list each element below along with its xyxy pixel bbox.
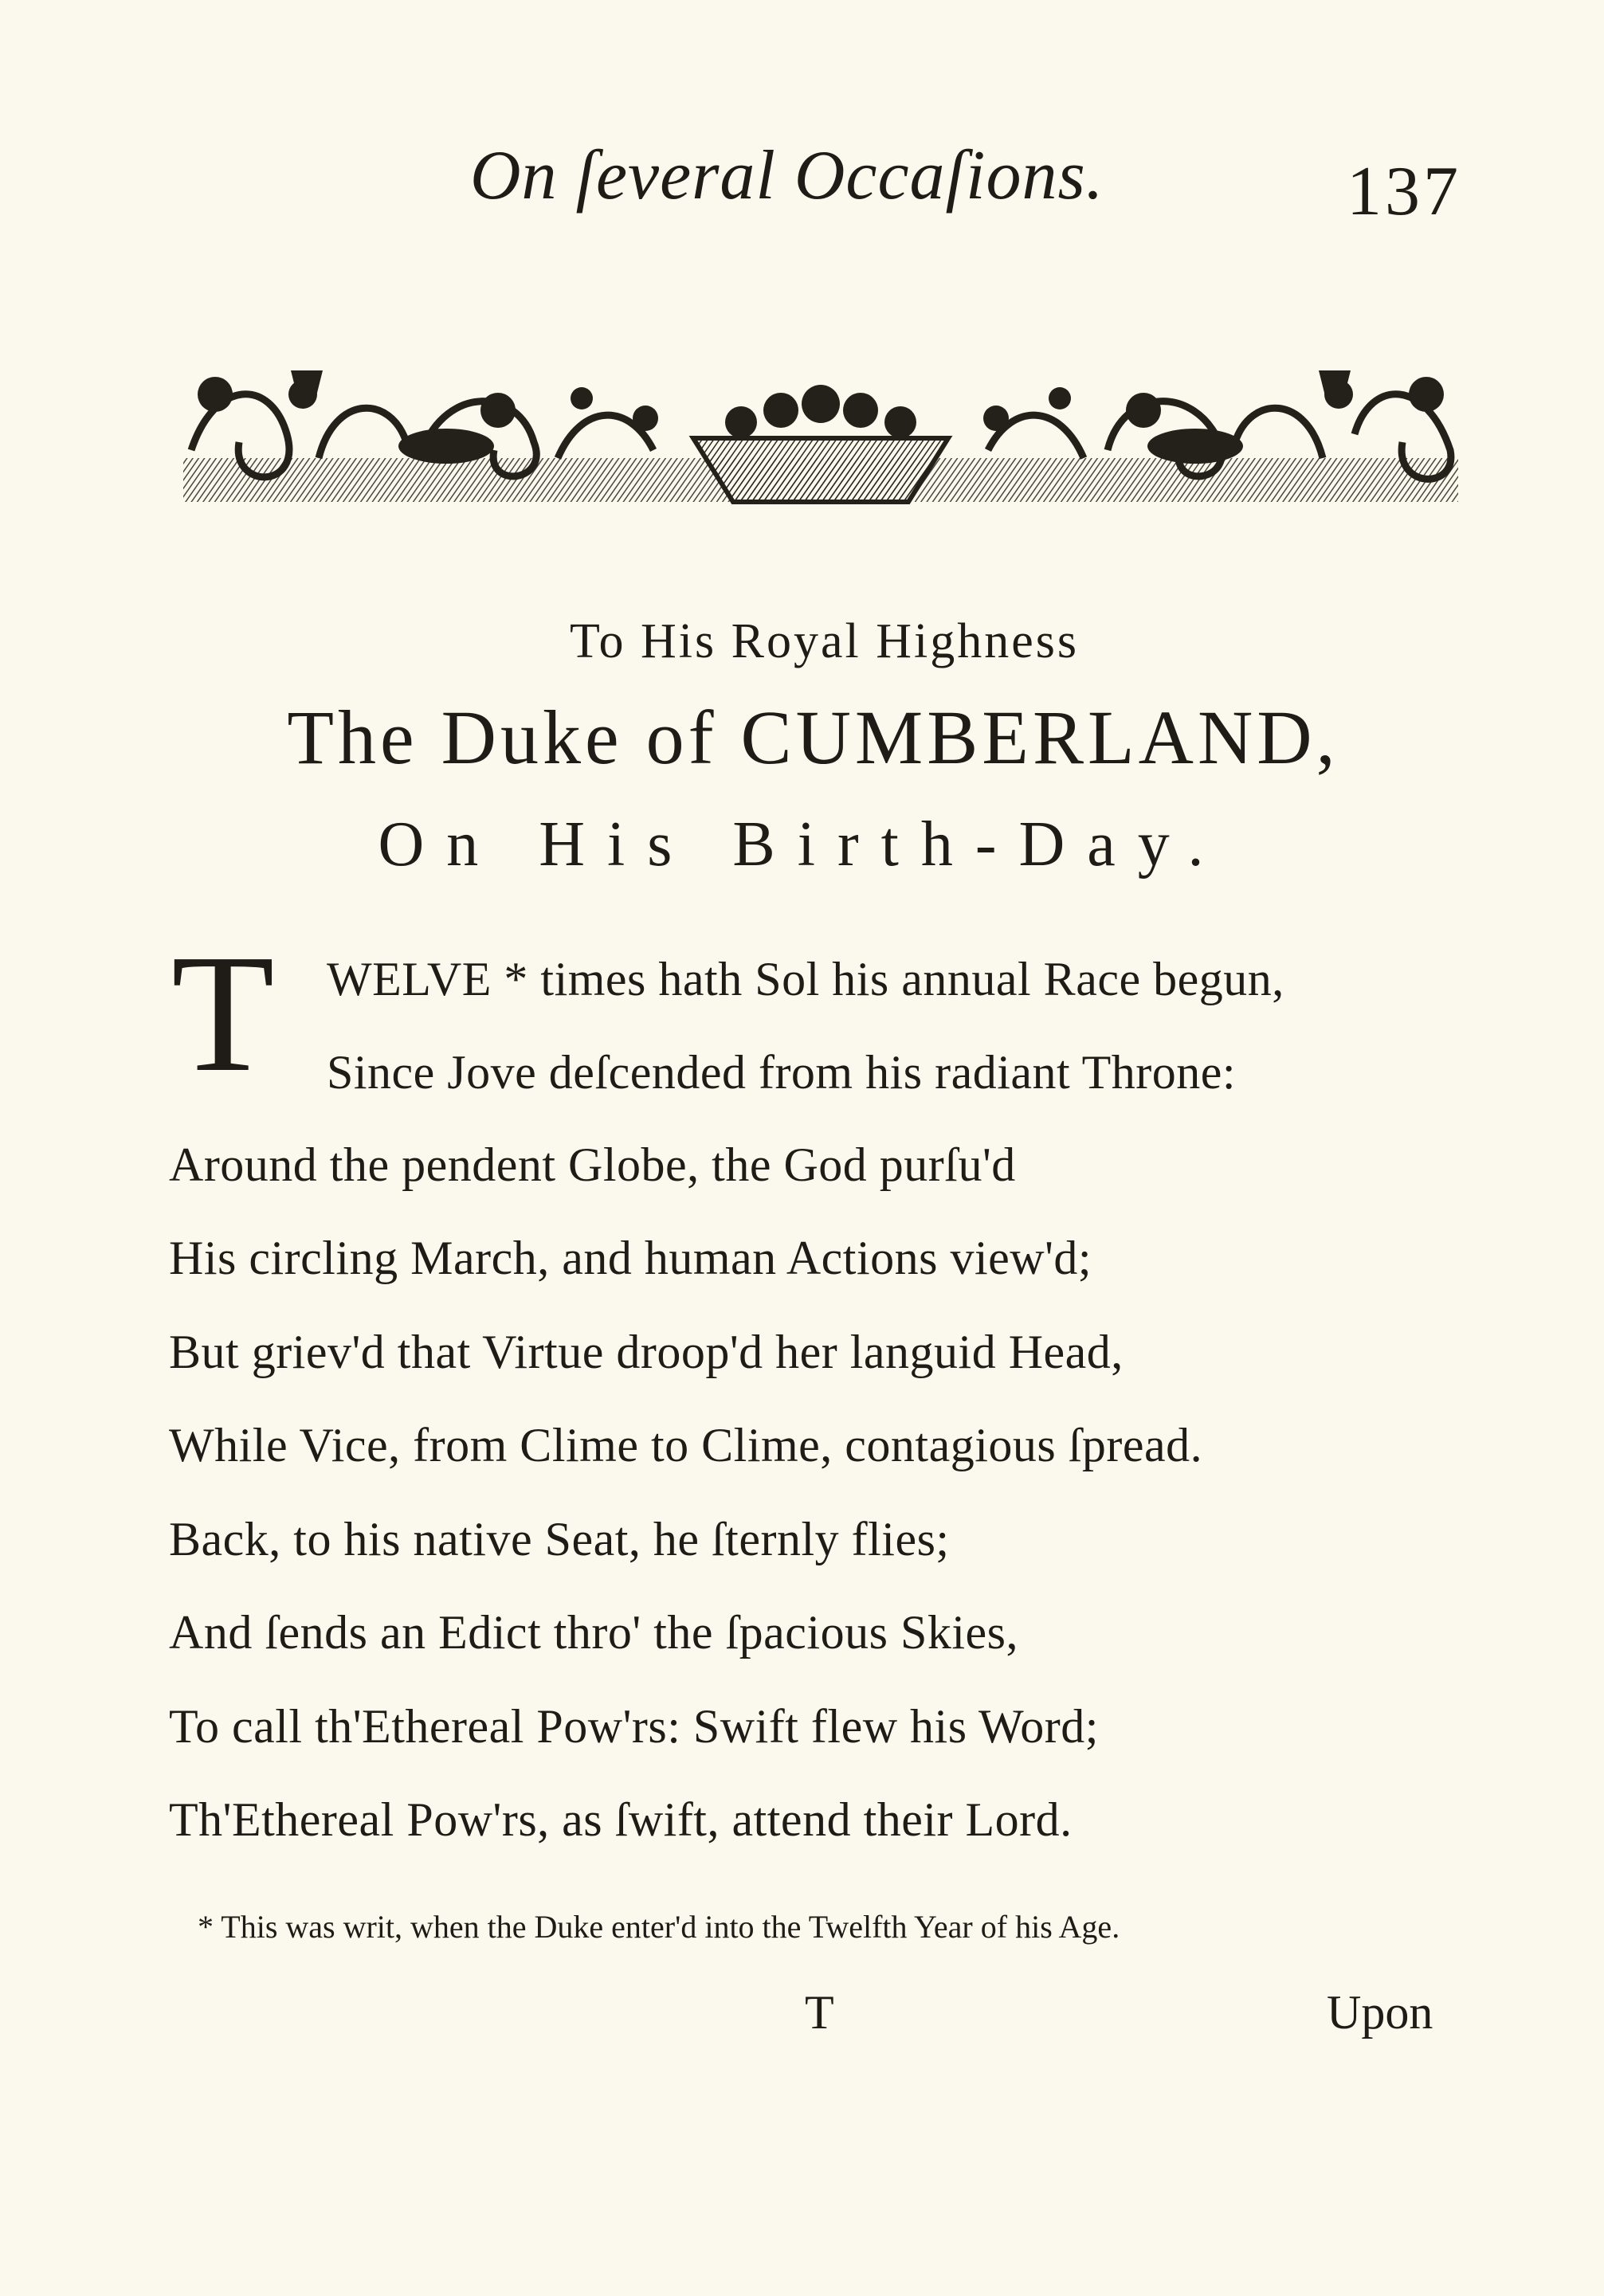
signature-mark: T (805, 1986, 834, 2039)
page-number: 137 (1347, 153, 1461, 230)
poem-line: To call th'Ethereal Pow'rs: Swift flew his Word; (169, 1700, 1099, 1753)
running-head-title: On ſeveral Occaſions. (470, 137, 1104, 214)
title-line-1: To His Royal Highness (569, 614, 1080, 668)
poem-line: WELVE * times hath Sol his annual Race begun, (327, 953, 1284, 1005)
poem-line: But griev'd that Virtue droop'd her languid Head, (169, 1326, 1124, 1378)
poem-line: His circling March, and human Actions view'd; (169, 1232, 1092, 1284)
poem-line: And ſends an Edict thro' the ſpacious Skies, (169, 1606, 1018, 1659)
footnote: * This was writ, when the Duke enter'd into the Twelfth Year of his Age. (198, 1909, 1120, 1945)
poem-line: Since Jove deſcended from his radiant Throne: (327, 1046, 1237, 1099)
poem-line: While Vice, from Clime to Clime, contagious ſpread. (169, 1419, 1203, 1471)
decorative-headpiece-icon (183, 362, 1458, 510)
title-line-2: The Duke of CUMBERLAND, (287, 695, 1339, 780)
poem-line: Th'Ethereal Pow'rs, as ſwift, attend their Lord. (169, 1793, 1073, 1846)
poem-line: Around the pendent Globe, the God purſu'd (169, 1138, 1016, 1191)
catchword: Upon (1327, 1986, 1433, 2039)
drop-cap: T (171, 919, 275, 1107)
title-line-3: On His Birth-Day. (378, 809, 1226, 880)
poem-line: Back, to his native Seat, he ſternly flies; (169, 1513, 950, 1565)
